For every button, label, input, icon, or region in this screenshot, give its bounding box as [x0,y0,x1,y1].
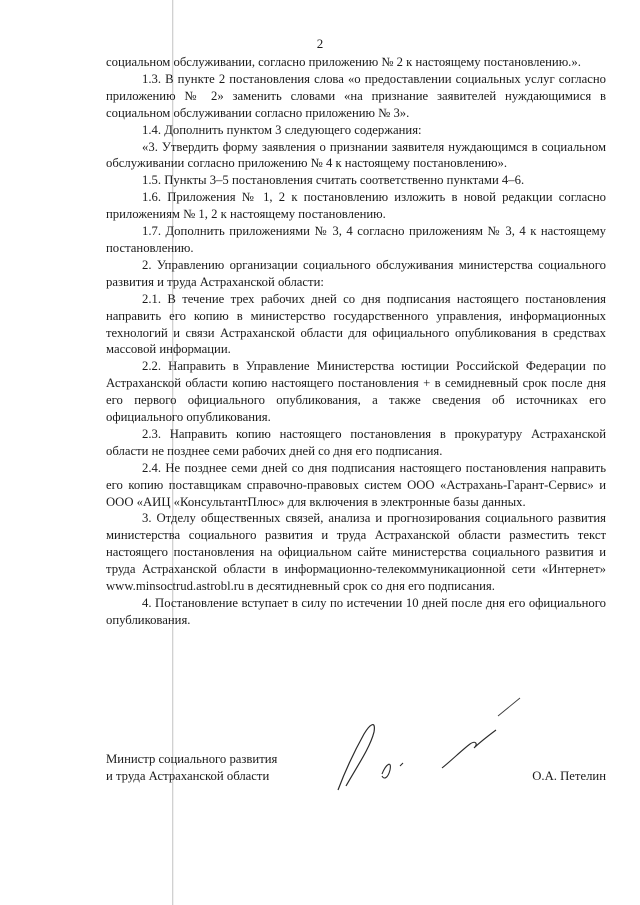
paragraph-2-4: 2.4. Не позднее семи дней со дня подписания настоящего постановления направить его копию поставщикам справочно-правовых систем ООО «Астрахань-Гарант-Сервис» и ООО «АИЦ «КонсультантПлюс» для включения в электронные базы данных. [106,460,606,509]
paragraph-2-1: 2.1. В течение трех рабочих дней со дня подписания настоящего постановления направить его копию в министерство государственного управления, информационных технологий и связи Астраханской области для официального опубликования в средствах массовой информации. [106,291,606,357]
page-number: 2 [316,36,324,51]
signer-title [106,751,277,785]
paragraph-1-3: 1.3. В пункте 2 постановления слова «о предоставлении социальных услуг согласно приложению № 2» заменить словами «на признание заявителей нуждающимися в социальном обслуживании согласно приложению № 3». [106,71,606,120]
paragraph-1-5: 1.5. Пункты 3–5 постановления считать соответственно пунктами 4–6. [142,173,525,188]
signer-title-line-2: и труда Астраханской области [106,769,270,783]
signer-title-line-1: Министр социального развития [106,752,278,766]
paragraph-2: 2. Управлению организации социального обслуживания министерства социального развития и труда Астраханской области: [106,257,606,289]
paragraph-1-6: 1.6. Приложения № 1, 2 к постановлению изложить в новой редакции согласно приложениям № 1, 2 к настоящему постановлению. [106,190,606,222]
paragraph-2-3: 2.3. Направить копию настоящего постановления в прокуратуру Астраханской области не позднее семи рабочих дней со дня его подписания. [106,426,606,458]
paragraph-quoted-point-3: «3. Утвердить форму заявления о признании заявителя нуждающимся в социальном обслуживании согласно приложению № 4 к настоящему постановлению». [106,139,606,171]
document-body [106,54,606,629]
paragraph-4: 4. Постановление вступает в силу по истечении 10 дней после дня его официального опубликования. [106,596,606,627]
signer-name: О.А. Петелин [532,769,606,783]
handwritten-signature [330,690,530,800]
paragraph-1-4: 1.4. Дополнить пунктом 3 следующего содержания: [142,122,422,137]
paragraph-1-7: 1.7. Дополнить приложениями № 3, 4 согласно приложениям № 3, 4 к настоящему постановлению. [106,224,606,255]
paragraph-2-2: 2.2. Направить в Управление Министерства юстиции Российской Федерации по Астраханской области копию настоящего постановления + в семидневный срок после дня его первого официального опубликования, а также сведения об источниках его официального опубликования. [106,359,606,425]
paragraph-continuation: социальном обслуживании, согласно приложению № 2 к настоящему постановлению.». [106,55,581,69]
paragraph-3: 3. Отделу общественных связей, анализа и прогнозирования социального развития министерства социального развития и труда Астраханской области разместить текст настоящего постановления на официальном сайте министерства социального развития и труда Астраханской области в информационно-телекоммуникационной сети «Интернет» www.minsoctrud.astrobl.ru в десятидневный срок со дня его подписания. [106,511,606,594]
